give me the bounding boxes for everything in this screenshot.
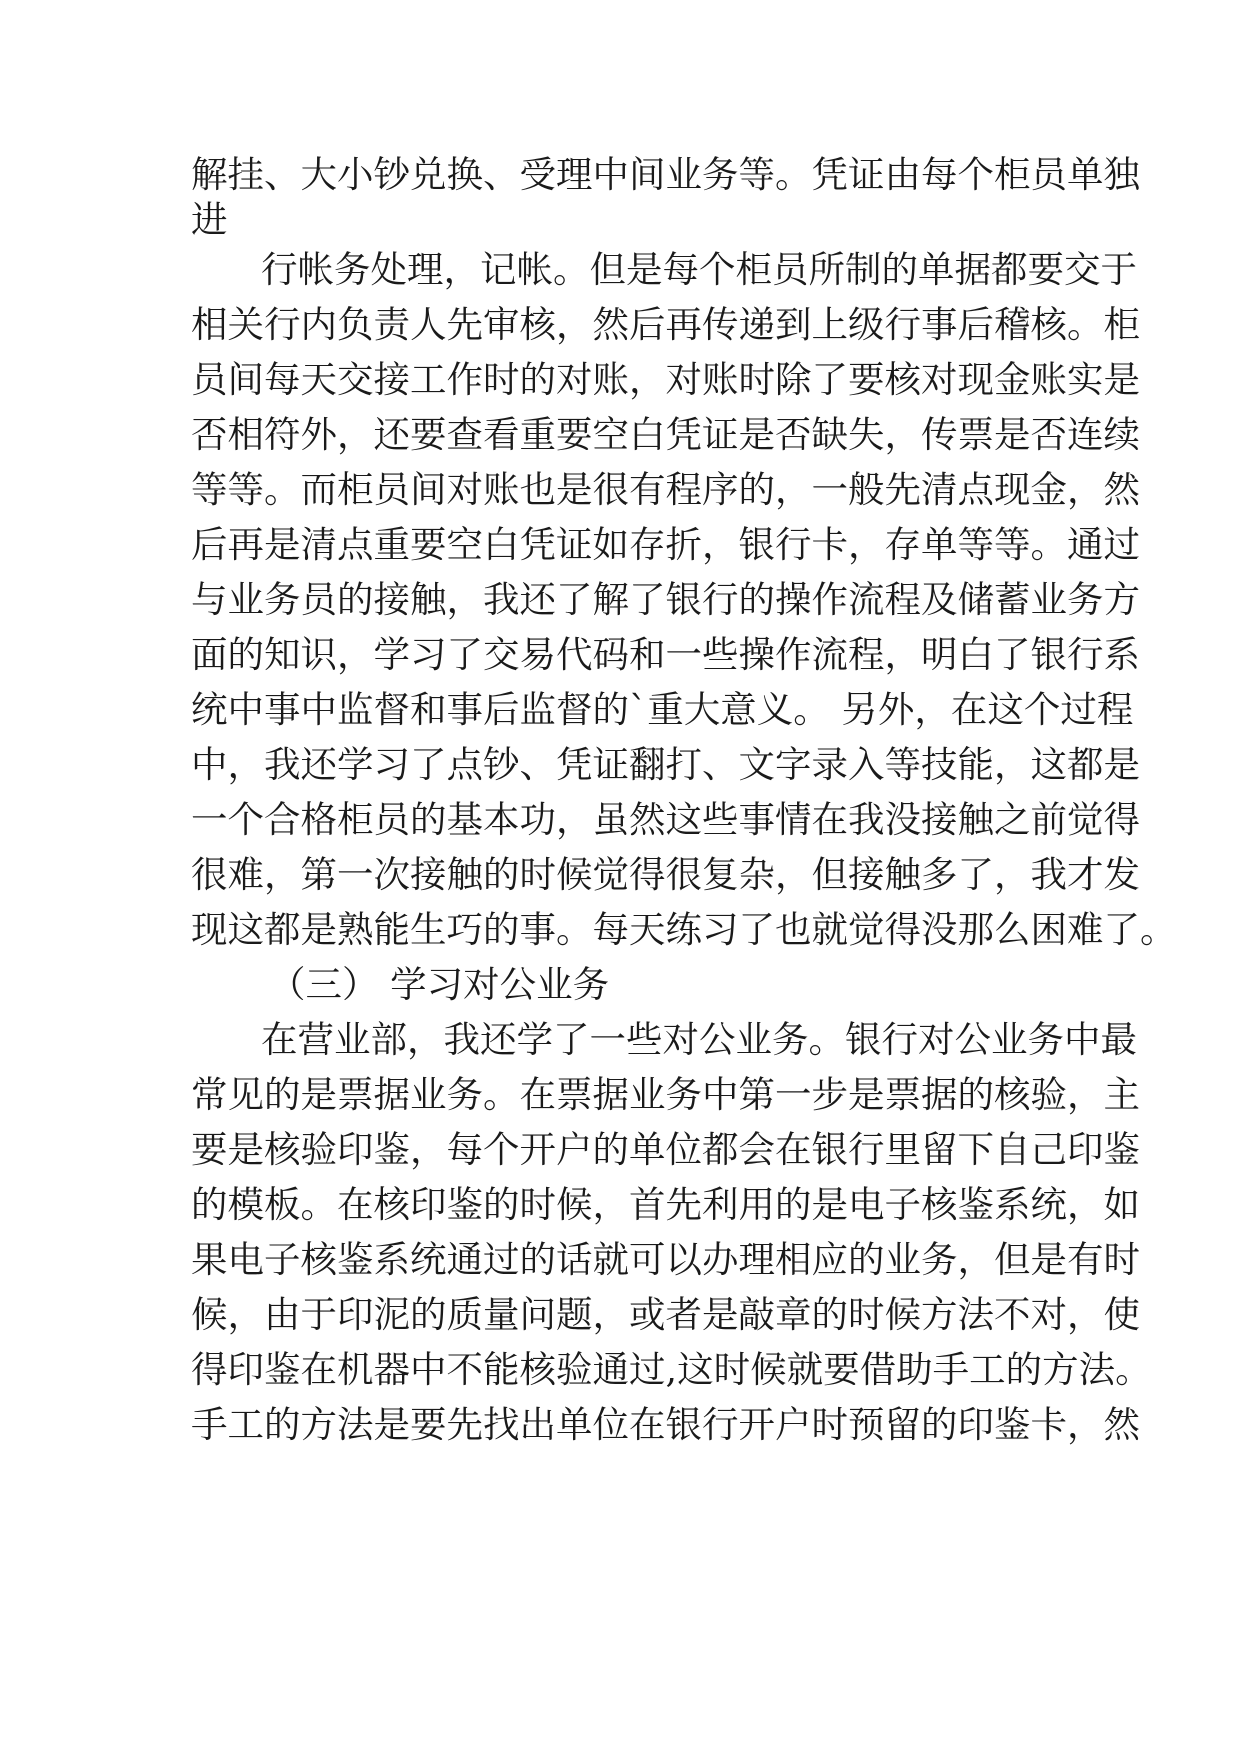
text-line: 等等。而柜员间对账也是很有程序的，一般先清点现金，然 — [191, 468, 1140, 511]
text-line: 手工的方法是要先找出单位在银行开户时预留的印鉴卡，然 — [191, 1403, 1140, 1446]
text-line: 常见的是票据业务。在票据业务中第一步是票据的核验，主 — [191, 1073, 1140, 1116]
text-line: 进 — [191, 198, 228, 241]
text-line: 否相符外，还要查看重要空白凭证是否缺失，传票是否连续 — [191, 413, 1140, 456]
text-line: 面的知识，学习了交易代码和一些操作流程，明白了银行系 — [191, 633, 1140, 676]
text-line: 后再是清点重要空白凭证如存折，银行卡，存单等等。通过 — [191, 523, 1140, 566]
text-line: 候，由于印泥的质量问题，或者是敲章的时候方法不对，使 — [191, 1293, 1140, 1336]
text-line: 员间每天交接工作时的对账，对账时除了要核对现金账实是 — [191, 358, 1140, 401]
text-line: 解挂、大小钞兑换、受理中间业务等。凭证由每个柜员单独 — [191, 153, 1140, 196]
text-line: 得印鉴在机器中不能核验通过,这时候就要借助手工的方法。 — [191, 1348, 1152, 1391]
text-line: 中，我还学习了点钞、凭证翻打、文字录入等技能，这都是 — [191, 743, 1140, 786]
text-line: 统中事中监督和事后监督的`重大意义。 另外，在这个过程 — [191, 688, 1134, 731]
text-line: 果电子核鉴系统通过的话就可以办理相应的业务，但是有时 — [191, 1238, 1140, 1281]
text-line: 现这都是熟能生巧的事。每天练习了也就觉得没那么困难了。 — [191, 908, 1177, 951]
text-line: 要是核验印鉴，每个开户的单位都会在银行里留下自己印鉴 — [191, 1128, 1140, 1171]
text-line: 的模板。在核印鉴的时候，首先利用的是电子核鉴系统，如 — [191, 1183, 1140, 1226]
text-line: 与业务员的接触，我还了解了银行的操作流程及储蓄业务方 — [191, 578, 1140, 621]
text-line: 很难，第一次接触的时候觉得很复杂，但接触多了，我才发 — [191, 853, 1140, 896]
paragraph-first-line: 行帐务处理，记帐。但是每个柜员所制的单据都要交于 — [261, 248, 1137, 291]
section-heading: （三） 学习对公业务 — [269, 963, 610, 1006]
text-line: 相关行内负责人先审核，然后再传递到上级行事后稽核。柜 — [191, 303, 1140, 346]
text-line: 一个合格柜员的基本功，虽然这些事情在我没接触之前觉得 — [191, 798, 1140, 841]
paragraph-first-line: 在营业部，我还学了一些对公业务。银行对公业务中最 — [261, 1018, 1137, 1061]
